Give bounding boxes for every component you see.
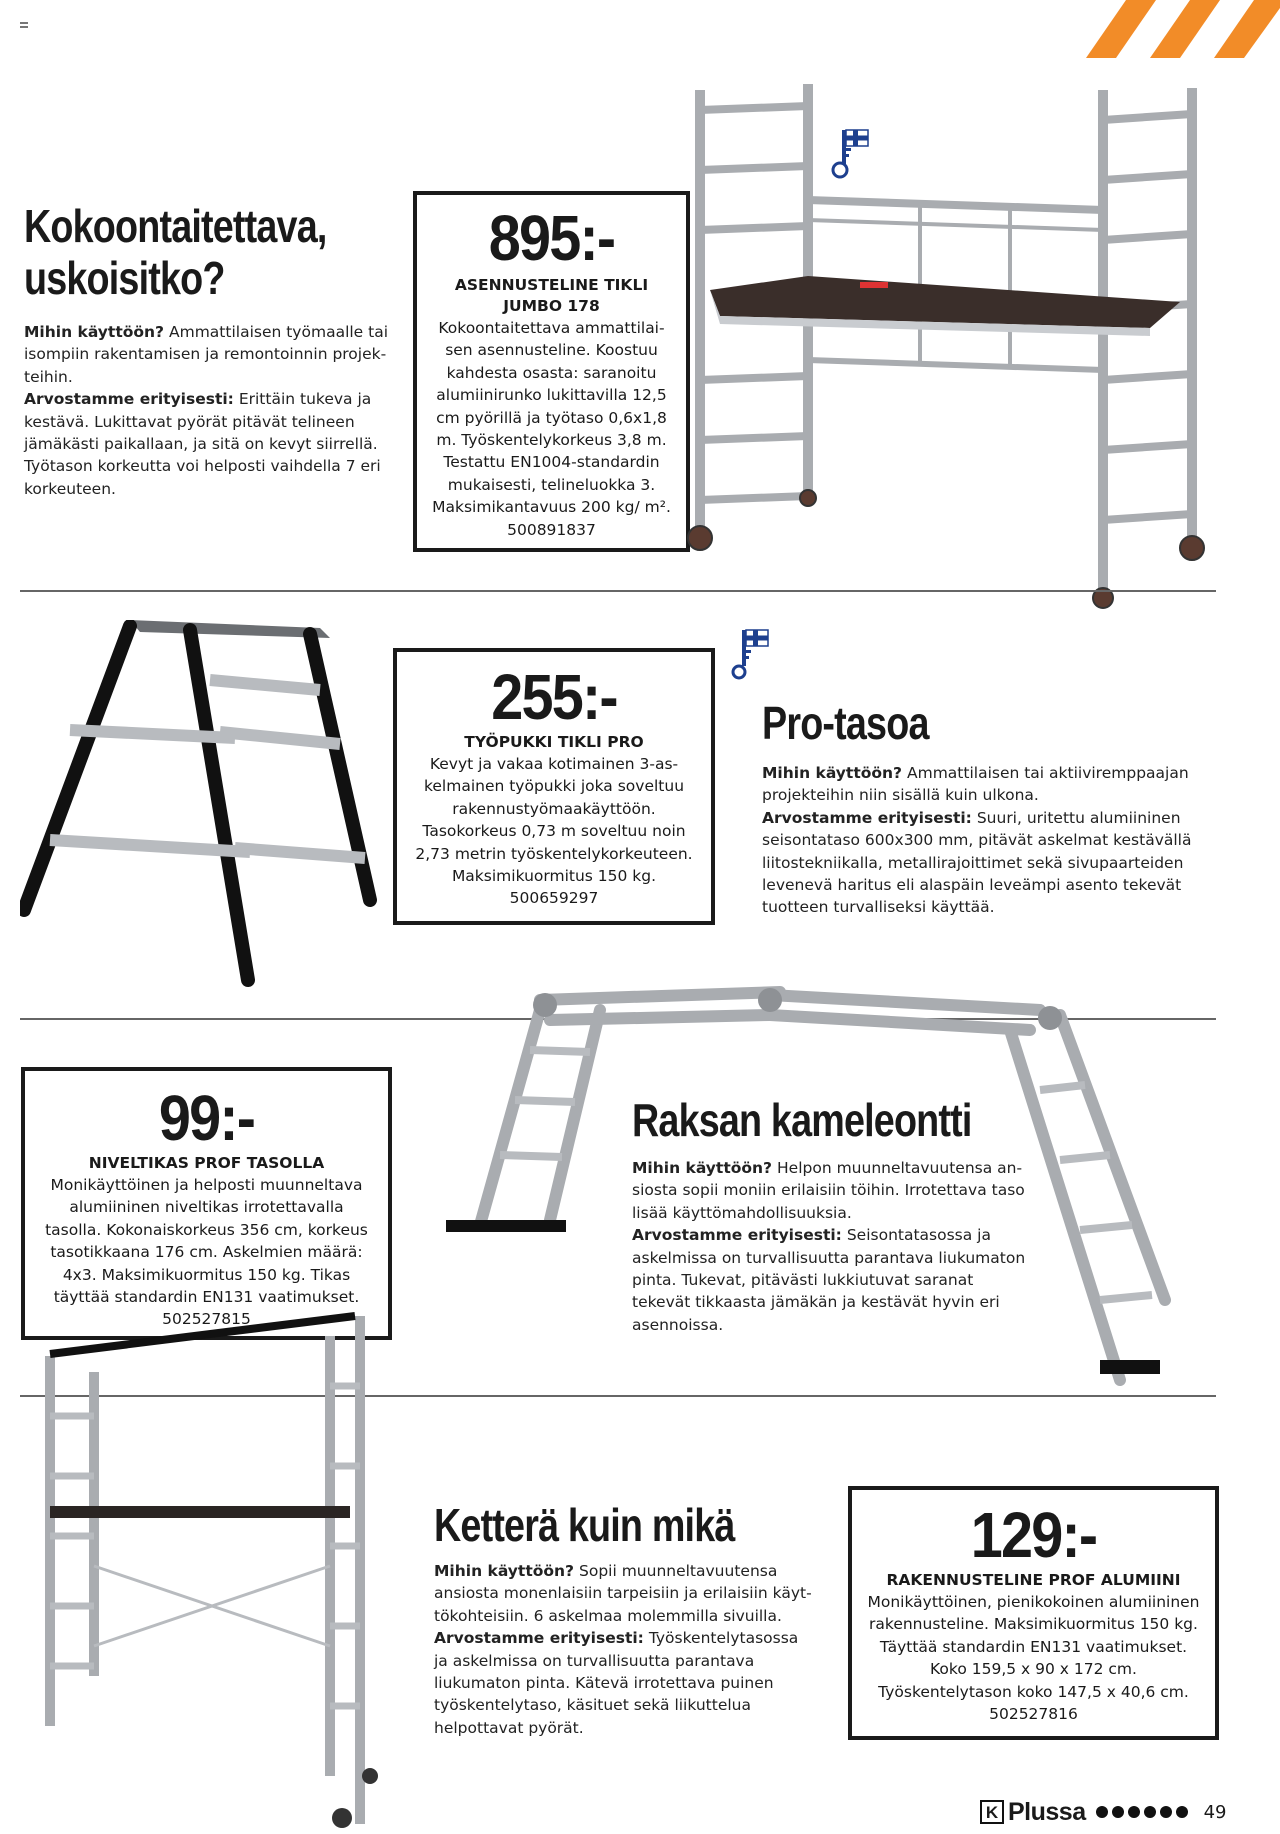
- orange-stripes: [1050, 0, 1280, 58]
- use-text: Ammattilaisen tai aktiiviremppaajan projekteihin niin sisällä kuin ulkona.: [762, 764, 1189, 805]
- headline-2: Pro-tasoa: [762, 697, 929, 749]
- product-description-1: Kokoontaitettava ammattilaisen asennusteline. Koostuu kahdesta osasta: saranoitu alumiinirunko lukittavilla 12,5 cm pyörillä ja työtaso 0,6x1,8 m. Työskentelykorkeus 3,8 m. Testattu EN1004-standardin mukaisesti, telineluokka 3. Maksimikantavuus 200 kg/ m². 500891837: [432, 319, 671, 539]
- product-image-small-scaffold: [30, 1306, 410, 1834]
- use-text: Sopii muunneltavuutensa ansiosta monenlaisiin tarpeisiin ja erilaisiin käyttökohteisiin. 6 askelmaa molemmilla sivuilla.: [434, 1562, 812, 1625]
- product-description-2: Kevyt ja vakaa kotimainen 3-askelmainen työpukki joka soveltuu rakennustyömaakäyttöön. Tasokorkeus 0,73 m soveltuu noin 2,73 metrin työskentelykorkeuteen. Maksimikuormitus 150 kg. 500659297: [415, 755, 693, 908]
- price-3: 99:-: [158, 1082, 255, 1154]
- headline-1-line-2: uskoisitko?: [24, 252, 225, 304]
- price-2: 255:-: [491, 661, 617, 733]
- use-text: Ammattilaisen työmaalle tai isompiin rakentamisen ja remontoinnin projekteihin.: [24, 323, 389, 386]
- price-box-3: [21, 1067, 392, 1340]
- price-box-1: [413, 191, 690, 552]
- price-1: 895:-: [488, 202, 615, 274]
- use-label: Mihin käyttöön?: [434, 1562, 575, 1580]
- price-box-2: [393, 648, 715, 925]
- special-label: Arvostamme erityisesti:: [632, 1226, 842, 1245]
- product-title-1-line-1: ASENNUSTELINE TIKLI: [454, 276, 649, 294]
- product-image-step-stool: [20, 620, 400, 990]
- brand-name: Plussa: [1008, 1797, 1086, 1826]
- special-label: Arvostamme erityisesti:: [24, 390, 234, 409]
- headline-4: Ketterä kuin mikä: [434, 1499, 735, 1551]
- product-image-scaffold-jumbo: [680, 80, 1220, 620]
- use-label: Mihin käyttöön?: [762, 764, 903, 782]
- page-number: 49: [1203, 1801, 1227, 1823]
- headline-1: [24, 200, 327, 304]
- description-3: [632, 1157, 1034, 1336]
- description-4: [434, 1560, 814, 1739]
- product-title-4: RAKENNUSTELINE PROF ALUMIINI: [886, 1571, 1181, 1589]
- headline-1-line-1: Kokoontaitettava,: [24, 200, 327, 252]
- special-label: Arvostamme erityisesti:: [434, 1629, 644, 1648]
- use-label: Mihin käyttöön?: [632, 1159, 773, 1177]
- price-4: 129:-: [970, 1499, 1097, 1571]
- product-title-3: NIVELTIKAS PROF TASOLLA: [88, 1154, 325, 1172]
- product-description-3: Monikäyttöinen ja helposti muunneltava alumiininen niveltikas irrotettavalla tasolla. Kokonaiskorkeus 356 cm, korkeus tasotikkaana 176 cm. Askelmien määrä: 4x3. Maksimikuormitus 150 kg. Tikas täyttää standardin EN131 vaatimukset. 502527815: [45, 1176, 368, 1329]
- description-1: [24, 321, 394, 500]
- price-box-4: [848, 1486, 1219, 1740]
- headline-3: Raksan kameleontti: [632, 1094, 972, 1146]
- product-title-1: [431, 275, 672, 317]
- footer: [980, 1797, 1227, 1827]
- description-2: [762, 762, 1202, 919]
- product-title-1-line-2: JUMBO 178: [503, 297, 600, 315]
- special-text: Seisontatasossa ja askelmissa on turvallisuutta parantava liukumaton pinta. Tukevat, pitävästi lukkiutuvat saranat tekevät tikkaasta jämäkän ja kestävät hyvin eri asennoissa.: [632, 1226, 1026, 1334]
- key-flag-icon: [726, 626, 772, 682]
- special-text: Työskentelytasossa ja askelmissa on turvallisuutta parantava liukumaton pinta. Kätevä irrotettava puinen työskentelytaso, käsituet sekä liikuttelua helpottavat pyörät.: [434, 1629, 799, 1737]
- special-text: Suuri, uritettu alumiininen seisontataso 600x300 mm, pitävät askelmat kestävällä liitostekniikalla, metallirajoittimet sekä sivupaarteiden levenevä haritus eli alaspäin leveämpi asento tekevät tuotteen turvalliseksi käyttää.: [762, 808, 1192, 917]
- special-text: Erittäin tukeva ja kestävä. Lukittavat pyörät pitävät telineen jämäkästi paikallaan, ja sitä on kevyt siirrellä. Työtason korkeutta voi helposti vaihdella 7 eri korkeuteen.: [24, 390, 381, 498]
- corner-mark: [20, 22, 28, 28]
- product-description-4: Monikäyttöinen, pienikokoinen alumiininen rakennusteline. Maksimikuormitus 150 kg. Täyttää standardin EN131 vaatimukset. Koko 159,5 x 90 x 172 cm. Työskentelytason koko 147,5 x 40,6 cm. 502527816: [867, 1593, 1200, 1724]
- brand-dots: [1096, 1806, 1188, 1818]
- special-label: Arvostamme erityisesti:: [762, 808, 972, 827]
- product-title-2: TYÖPUKKI TIKLI PRO: [464, 733, 644, 751]
- use-text: Helpon muunneltavuutensa ansiosta sopii moniin erilaisiin töihin. Irrotettava taso lisää käyttömahdollisuuksia.: [632, 1159, 1025, 1222]
- divider-1: [20, 590, 1216, 592]
- use-label: Mihin käyttöön?: [24, 323, 165, 341]
- k-logo-icon: K: [980, 1800, 1004, 1824]
